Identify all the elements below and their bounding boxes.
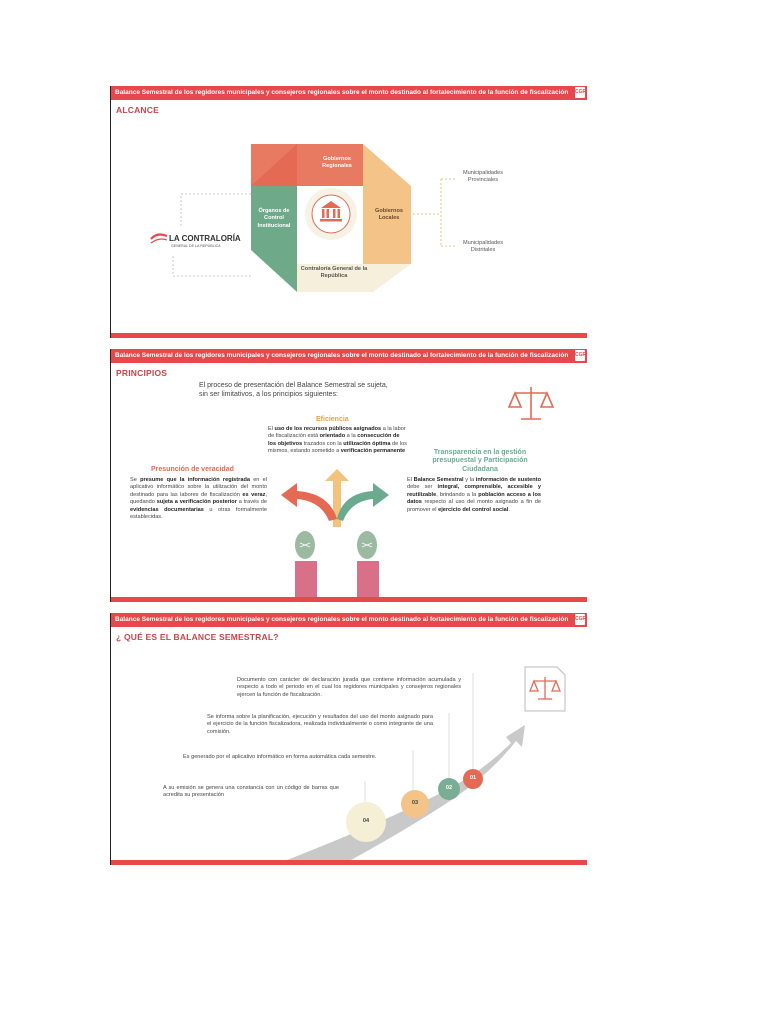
cgr-logo-icon: CGR: [575, 87, 585, 98]
scales-icon: [509, 387, 553, 419]
que-es-graphic: [111, 613, 587, 865]
step-03-num: 03: [411, 800, 419, 806]
slide-header-title: Balance Semestral de los regidores municipales y consejeros regionales sobre el monto destinado al fortalecimiento de la función de fiscalización: [115, 89, 569, 96]
cgr-logo-icon: CGR: [575, 350, 585, 361]
slide-footer: [111, 860, 587, 865]
slide-principios: [110, 349, 587, 602]
segment-left-label: Órganos de Control Institucional: [257, 208, 291, 229]
segment-left-shape: [251, 186, 297, 292]
principios-intro: El proceso de presentación del Balance Semestral se sujeta, sin ser limitativos, a los principios siguientes:: [199, 382, 388, 398]
veracidad-heading: Presunción de veracidad: [151, 466, 234, 473]
contraloria-logo-sub: GENERAL DE LA REPÚBLICA: [171, 244, 221, 248]
segment-right-label: Gobiernos Locales: [375, 208, 403, 222]
step-03-text: Es generado por el aplicativo informático en forma automática cada semestre.: [183, 754, 377, 760]
slide-title: ¿ QUÉ ES EL BALANCE SEMESTRAL?: [116, 632, 279, 642]
veracidad-text: Se presume que la información registrada en el aplicativo informático sobre la utilización del monto destinado para las labores de fiscalización es veraz, quedando sujeta a verificación posterior a través de evidencias documentarias u otras formalmente establecidas.: [130, 477, 267, 521]
step-01-text: Documento con carácter de declaración jurada que contiene información acumulada y respecto a todo el periodo en el cual los regidores municipales y consejeros regionales ejercen la función de fiscalización.: [237, 677, 461, 698]
transparencia-heading: Transparencia en la gestión presupuestal y Participación Ciudadana: [432, 449, 528, 473]
document-scales-icon: [525, 667, 565, 711]
slide-header-title: Balance Semestral de los regidores municipales y consejeros regionales sobre el monto destinado al fortalecimiento de la función de fiscalización: [115, 352, 569, 359]
slide-que-es: [110, 613, 587, 865]
step-04-num: 04: [362, 818, 370, 824]
segment-top-label: Gobiernos Regionales: [322, 156, 352, 170]
step-02-text: Se informa sobre la planificación, ejecución y resultados del uso del monto asignado para el ejercicio de la función fiscalizadora, realizada individualmente o como integrante de una comisión.: [207, 714, 433, 735]
step-04-text: A su emisión se genera una constancia con un código de barras que acredita su presentación: [163, 785, 339, 799]
branch-distritales: Municipalidades Distritales: [462, 240, 504, 254]
transparencia-text: El Balance Semestral y la información de sustento debe ser integral, comprensible, accesible y reutilizable, brindando a la población acceso a los datos respecto al uso del monto asignado a fin de promover el ejercicio del control social.: [407, 477, 541, 513]
eficiencia-text: El uso de los recursos públicos asignados a la labor de fiscalización está orientado a la consecución de los objetivos trazados con la utilización óptima de los mismos, estando sometido a verificación permanente: [268, 426, 407, 455]
cgr-logo-icon: CGR: [575, 614, 585, 625]
branch-provinciales: Municipalidades Provinciales: [462, 170, 504, 184]
eficiencia-heading: Eficiencia: [316, 416, 349, 423]
slide-title: ALCANCE: [116, 105, 159, 115]
segment-right-shape: [363, 144, 411, 264]
slide-title: PRINCIPIOS: [116, 368, 168, 378]
contraloria-logo-name: LA CONTRALORÍA: [169, 234, 241, 243]
center-ring-inner: [312, 195, 350, 233]
slide-footer: [111, 597, 587, 602]
step-01-num: 01: [469, 775, 477, 781]
slide-header-title: Balance Semestral de los regidores municipales y consejeros regionales sobre el monto destinado al fortalecimiento de la función de fiscalización: [115, 616, 569, 623]
slide-alcance: [110, 86, 587, 338]
contraloria-logo-icon: [151, 235, 167, 239]
slide-footer: [111, 333, 587, 338]
step-02-num: 02: [445, 785, 453, 791]
arrows-icon: [281, 469, 389, 527]
principios-graphic: [111, 349, 587, 602]
alcance-diagram: [111, 86, 587, 338]
connector-right: [413, 179, 456, 246]
segment-bottom-label: Contraloría General de la República: [300, 266, 368, 280]
shoes-icon: [295, 531, 379, 601]
